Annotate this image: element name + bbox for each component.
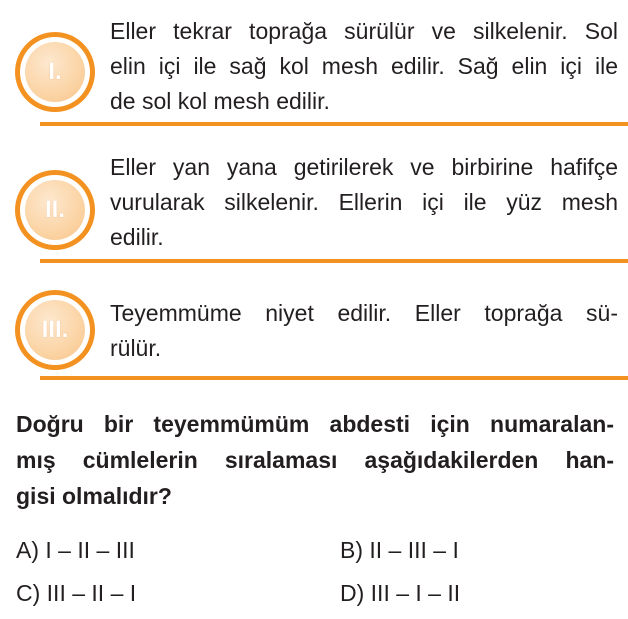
statement-1 xyxy=(0,0,628,130)
numeral-label-3: III. xyxy=(41,316,69,343)
statement-3-text xyxy=(110,296,618,366)
statement-1-underline xyxy=(40,122,628,126)
statement-line: rülür. xyxy=(110,335,162,361)
statement-line: vurularak silkelenir. Ellerin içi ile yüz mesh xyxy=(110,189,618,215)
option-c[interactable]: C) III – II – I xyxy=(16,580,137,606)
statement-1-text xyxy=(110,14,618,119)
numeral-badge-3 xyxy=(15,290,95,370)
question-line: gisi olmalıdır? xyxy=(16,483,172,509)
statement-line: Eller yan yana getirilerek ve birbirine hafifçe xyxy=(110,154,618,180)
option-b[interactable]: B) II – III – I xyxy=(340,537,459,563)
statement-line: Teyemmüme niyet edilir. Eller toprağa sü- xyxy=(110,300,618,326)
statement-2-underline xyxy=(40,259,628,263)
statement-line: edilir. xyxy=(110,224,164,250)
statement-2-text xyxy=(110,150,618,255)
statement-3-underline xyxy=(40,376,628,380)
option-d[interactable]: D) III – I – II xyxy=(340,580,461,606)
question-line: Doğru bir teyemmümüm abdesti için numaralan- xyxy=(16,411,614,437)
option-a[interactable]: A) I – II – III xyxy=(16,537,135,563)
statement-line: de sol kol mesh edilir. xyxy=(110,88,330,114)
statement-line: elin içi ile sağ kol mesh edilir. Sağ elin içi ile xyxy=(110,53,618,79)
statement-line: Eller tekrar toprağa sürülür ve silkelenir. Sol xyxy=(110,18,618,44)
numeral-label-1: I. xyxy=(48,58,62,85)
statement-3 xyxy=(0,280,628,390)
statement-2 xyxy=(0,140,628,270)
numeral-label-2: II. xyxy=(44,196,65,223)
numeral-badge-1 xyxy=(15,32,95,112)
question-text xyxy=(16,406,614,514)
question-line: mış cümlelerin sıralaması aşağıdakilerden han- xyxy=(16,447,614,473)
numeral-badge-2 xyxy=(15,170,95,250)
